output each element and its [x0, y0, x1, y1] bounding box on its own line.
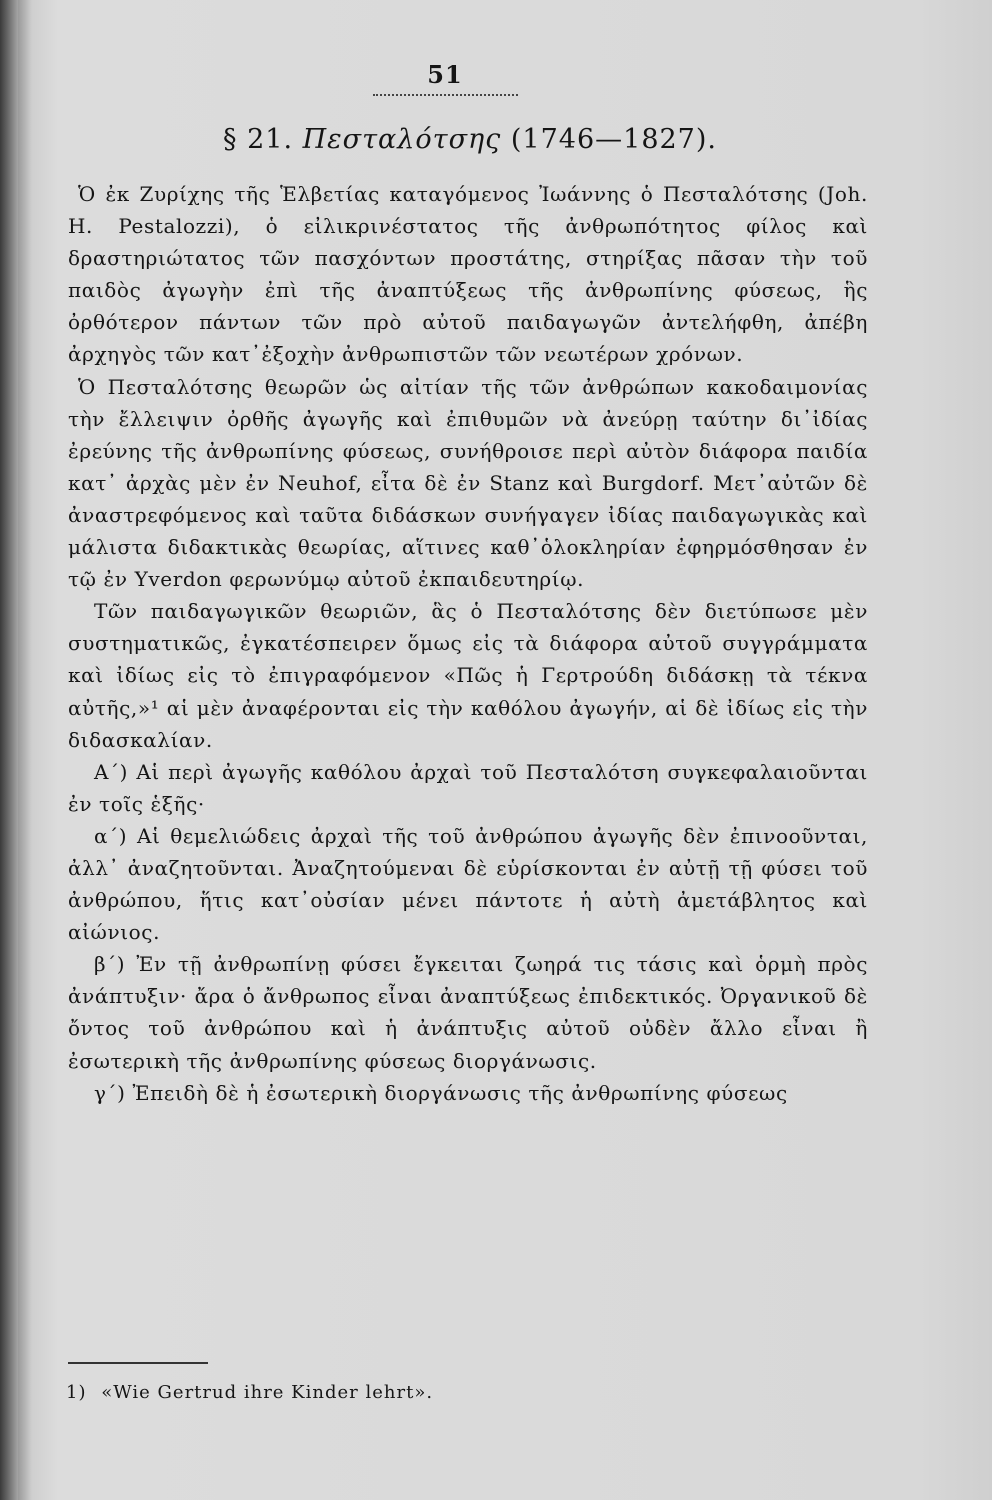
footnote [66, 1382, 666, 1403]
section-number: § 21. [223, 124, 294, 155]
book-binding [0, 0, 18, 1500]
section-years: (1746—1827). [510, 124, 717, 155]
footnote-rule [68, 1362, 208, 1364]
section-heading [223, 124, 783, 155]
paragraph-schools: Ὁ Πεσταλότσης θεωρῶν ὡς αἰτίαν τῆς τῶν ἀνθρώπων κακοδαιμονίας τὴν ἔλλειψιν ὀρθῆς ἀγωγῆς καὶ ἐπιθυμῶν νὰ ἀνεύρῃ ταύτην δι᾿ἰδίας ἐρεύνης τῆς ἀνθρωπίνης φύσεως, συνήθροισε περὶ αὐτὸν διάφορα παιδία κατ᾿ ἀρχὰς μὲν ἐν Neuhof, εἶτα δὲ ἐν Stanz καὶ Burgdorf. Μετ᾿αὐτῶν δὲ ἀναστρεφόμενος καὶ ταῦτα διδάσκων συνήγαγεν ἰδίας παιδαγωγικὰς καὶ μάλιστα διδακτικὰς θεωρίας, αἵτινες καθ᾿ὁλοκληρίαν ἐφηρμόσθησαν ἐν τῷ ἐν Yverdon φερωνύμῳ αὐτοῦ ἐκπαιδευτηρίῳ. [68, 374, 868, 592]
section-name: Πεσταλότσης [302, 124, 502, 155]
footnote-marker: 1) [66, 1382, 87, 1403]
page-number-rule [373, 94, 518, 96]
body-text [68, 178, 868, 1109]
paragraph-theories: Τῶν παιδαγωγικῶν θεωριῶν, ἃς ὁ Πεσταλότσης δὲν διετύπωσε μὲν συστηματικῶς, ἐγκατέσπειρεν ὅμως εἰς τὰ διάφορα αὐτοῦ συγγράμματα καὶ ἰδίως εἰς τὸ ἐπιγραφόμενον «Πῶς ἡ Γερτρούδη διδάσκῃ τὰ τέκνα αὐτῆς,»¹ αἱ μὲν ἀναφέρονται εἰς τὴν καθόλου ἀγωγήν, αἱ δὲ ἰδίως εἰς τὴν διδασκαλίαν. [68, 599, 868, 752]
book-page [18, 0, 992, 1500]
paragraph-principle-gamma: γ´) Ἐπειδὴ δὲ ἡ ἐσωτερικὴ διοργάνωσις τῆς ἀνθρωπίνης φύσεως [94, 1080, 788, 1105]
page-number: 51 [427, 60, 463, 89]
paragraph-principle-beta: β´) Ἐν τῇ ἀνθρωπίνῃ φύσει ἔγκειται ζωηρά τις τάσις καὶ ὁρμὴ πρὸς ἀνάπτυξιν· ἄρα ὁ ἄνθρωπος εἶναι ἀναπτύξεως ἐπιδεκτικός. Ὀργανικοῦ δὲ ὄντος τοῦ ἀνθρώπου καὶ ἡ ἀνάπτυξις αὐτοῦ οὐδὲν ἄλλο εἶναι ἢ ἐσωτερικὴ τῆς ἀνθρωπίνης φύσεως διοργάνωσις. [68, 952, 868, 1073]
footnote-text: «Wie Gertrud ihre Kinder lehrt». [101, 1382, 434, 1403]
paragraph-intro: Ὁ ἐκ Ζυρίχης τῆς Ἑλβετίας καταγόμενος Ἰωάννης ὁ Πεσταλότσης (Joh. H. Pestalozzi), ὁ εἰλικρινέστατος τῆς ἀνθρωπότητος φίλος καὶ δραστηριώτατος τῶν πασχόντων προστάτης, στηρίξας πᾶσαν τὴν τοῦ παιδὸς ἀγωγὴν ἐπὶ τῆς ἀναπτύξεως τῆς ἀνθρωπίνης φύσεως, ἣς ὀρθότερον πάντων τῶν πρὸ αὐτοῦ παιδαγωγῶν ἀντελήφθη, ἀπέβη ἀρχηγὸς τῶν κατ᾿ἐξοχὴν ἀνθρωπιστῶν τῶν νεωτέρων χρόνων. [68, 182, 868, 367]
paragraph-principle-alpha: α´) Αἱ θεμελιώδεις ἀρχαὶ τῆς τοῦ ἀνθρώπου ἀγωγῆς δὲν ἐπινοοῦνται, ἀλλ᾿ ἀναζητοῦνται. Ἀναζητούμεναι δὲ εὑρίσκονται ἐν αὐτῇ τῇ φύσει τοῦ ἀνθρώπου, ἥτις κατ᾿οὐσίαν μένει πάντοτε ἡ αὐτὴ ἀμετάβλητος καὶ αἰώνιος. [68, 823, 868, 945]
paragraph-principles-a: Α´) Αἱ περὶ ἀγωγῆς καθόλου ἀρχαὶ τοῦ Πεσταλότση συγκεφαλαιοῦνται ἐν τοῖς ἑξῆς· [68, 759, 868, 816]
